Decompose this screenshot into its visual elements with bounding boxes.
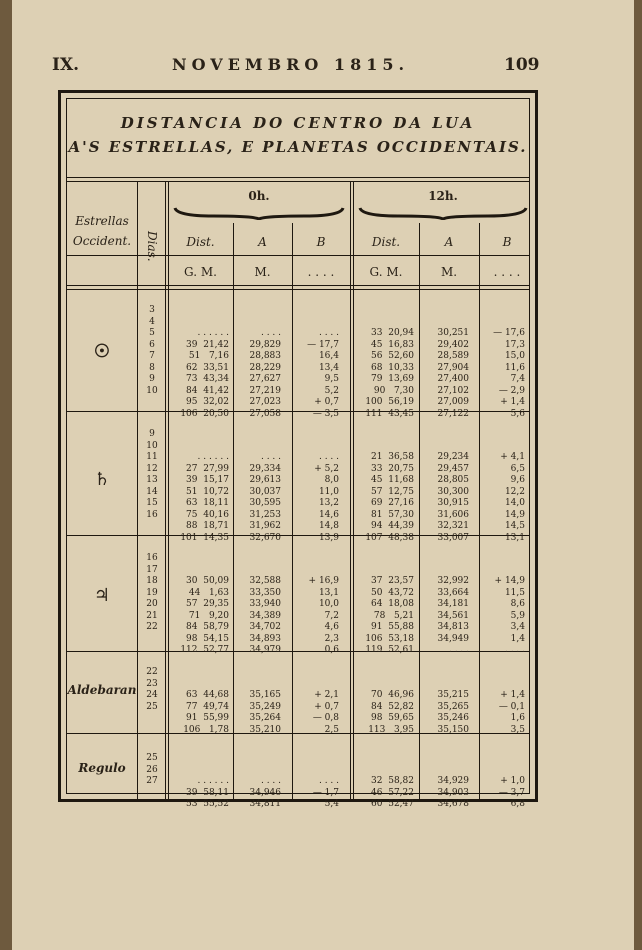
- group-aldebaran-b-12h: + 1,4 — 0,1 1,6 3,5: [498, 690, 525, 735]
- group-aldebaran-days: 22 23 24 25: [146, 667, 158, 712]
- table-title-line1: DISTANCIA DO CENTRO DA LUA: [120, 114, 476, 132]
- hour-0-header: 0h.: [248, 189, 270, 203]
- page-number: 109: [504, 55, 540, 75]
- unit-dots-0h: . . . .: [307, 265, 335, 279]
- unit-m-12h: M.: [440, 265, 458, 279]
- hour-12-header: 12h.: [428, 189, 458, 203]
- book-page: [12, 0, 634, 950]
- a-header-0h: A: [258, 235, 267, 249]
- group-regulo-days: 25 26 27: [146, 753, 158, 786]
- unit-dots-12h: . . . .: [493, 265, 521, 279]
- group-aldebaran-b-0h: + 2,1 + 0,7 — 0,8 2,5: [312, 690, 339, 735]
- dist-header-0h: Dist.: [186, 235, 215, 249]
- group-regulo-dist-0h: . . . . . . 39 58,11 53 55,52: [186, 776, 229, 809]
- dist-header-12h: Dist.: [371, 235, 401, 249]
- star-aldebaran: Aldebaran: [67, 683, 137, 697]
- group-saturn-a-0h: . . . . 29,334 29,613 30,037 30,595 31,253 31,962 32,670: [249, 452, 281, 543]
- star-jupiter: ♃: [93, 585, 111, 606]
- group-regulo-a-0h: . . . . 34,946 34,811: [249, 776, 281, 809]
- group-sun-a-12h: 30,251 29,402 28,589 27,904 27,400 27,102 27,009 27,122: [437, 328, 469, 419]
- group-saturn-days: 9 10 11 12 13 14 15 16: [146, 429, 158, 520]
- days-column-header: Dias.: [145, 231, 159, 262]
- chapter-number: IX.: [52, 55, 80, 75]
- group-jupiter-a-12h: 32,992 33,664 34,181 34,561 34,813 34,949 . . . .: [437, 576, 469, 655]
- group-sun-b-12h: — 17,6 17,3 15,0 11,6 7,4 — 2,9 + 1,4 5,6: [493, 328, 525, 419]
- running-title: NOVEMBRO 1815.: [172, 55, 410, 74]
- group-aldebaran-a-12h: 35,215 35,265 35,246 35,150: [437, 690, 469, 735]
- a-header-12h: A: [444, 235, 454, 249]
- group-saturn-dist-0h: . . . . . . 27 27,99 39 15,17 51 10,72 63 18,11 75 40,16 88 18,71 101 14,35: [180, 452, 229, 543]
- group-saturn-a-12h: 29,234 29,457 28,805 30,300 30,915 31,606 32,321 33,007: [437, 452, 469, 543]
- group-saturn-b-0h: . . . . + 5,2 8,0 11,0 13,2 14,6 14,8 13,9: [314, 452, 339, 543]
- group-jupiter-dist-0h: 30 50,09 44 1,63 57 29,35 71 9,20 84 58,79 98 54,15 112 52,77: [180, 576, 229, 655]
- star-column-header: Estrellas Occident.: [72, 214, 132, 248]
- group-saturn-dist-12h: 21 36,58 33 20,75 45 11,68 57 12,75 69 27,16 81 57,30 94 44,39 107 48,38: [365, 452, 414, 543]
- star-regulo: Regulo: [78, 761, 126, 775]
- star-sun: ☉: [93, 341, 111, 362]
- group-regulo-dist-12h: 32 58,82 46 57,22 60 52,47: [371, 776, 414, 809]
- group-sun-days: 3 4 5 6 7 8 9 10: [146, 305, 158, 396]
- group-saturn-b-12h: + 4,1 6,5 9,6 12,2 14,0 14,9 14,5 13,1: [500, 452, 525, 543]
- unit-gm-12h: G. M.: [369, 265, 403, 279]
- brace-0h: [173, 206, 345, 220]
- group-sun-a-0h: . . . . 29,829 28,883 28,229 27,627 27,219 27,023 27,058: [249, 328, 281, 419]
- group-sun-dist-12h: 33 20,94 45 16,83 56 52,60 68 10,33 79 13,69 90 7,30 100 56,19 111 43,45: [365, 328, 414, 419]
- table-title-line2: A'S ESTRELLAS, E PLANETAS OCCIDENTAIS.: [68, 138, 528, 156]
- group-jupiter-b-12h: + 14,9 11,5 8,6 5,9 3,4 1,4 . . . .: [494, 576, 525, 655]
- group-aldebaran-a-0h: 35,165 35,249 35,264 35,210: [249, 690, 281, 735]
- lunar-distance-table: [66, 98, 530, 809]
- group-sun-dist-0h: . . . . . . 39 21,42 51 7,16 62 33,51 73 43,34 84 41,42 95 32,02 106 20,50: [180, 328, 229, 419]
- group-sun-b-0h: . . . . — 17,7 16,4 13,4 9,5 5,2 + 0,7 — 3,5: [307, 328, 339, 419]
- brace-12h: [358, 206, 528, 220]
- group-jupiter-days: 16 17 18 19 20 21 22: [146, 553, 158, 632]
- group-jupiter-a-0h: 32,588 33,350 33,940 34,389 34,702 34,893 34,979: [249, 576, 281, 655]
- group-jupiter-dist-12h: 37 23,57 50 43,72 64 18,08 78 5,21 91 55,88 106 53,18 119 52,61: [365, 576, 414, 655]
- unit-gm-0h: G. M.: [184, 265, 217, 279]
- unit-m-0h: M.: [254, 265, 271, 279]
- group-regulo-b-0h: . . . . — 1,7 5,4: [312, 776, 339, 809]
- group-regulo-b-12h: + 1,0 — 3,7 6,8: [498, 776, 525, 809]
- group-jupiter-b-0h: + 16,9 13,1 10,0 7,2 4,6 2,3 0,6: [308, 576, 339, 655]
- b-header-0h: B: [316, 235, 326, 249]
- group-regulo-a-12h: 34,929 34,903 34,678: [437, 776, 469, 809]
- b-header-12h: B: [502, 235, 512, 249]
- group-aldebaran-dist-0h: 63 44,68 77 49,74 91 55,99 106 1,78: [183, 690, 229, 735]
- table-frame: [58, 90, 538, 809]
- group-aldebaran-dist-12h: 70 46,96 84 52,82 98 59,65 113 3,95: [368, 690, 414, 735]
- star-saturn: ♄: [93, 469, 111, 490]
